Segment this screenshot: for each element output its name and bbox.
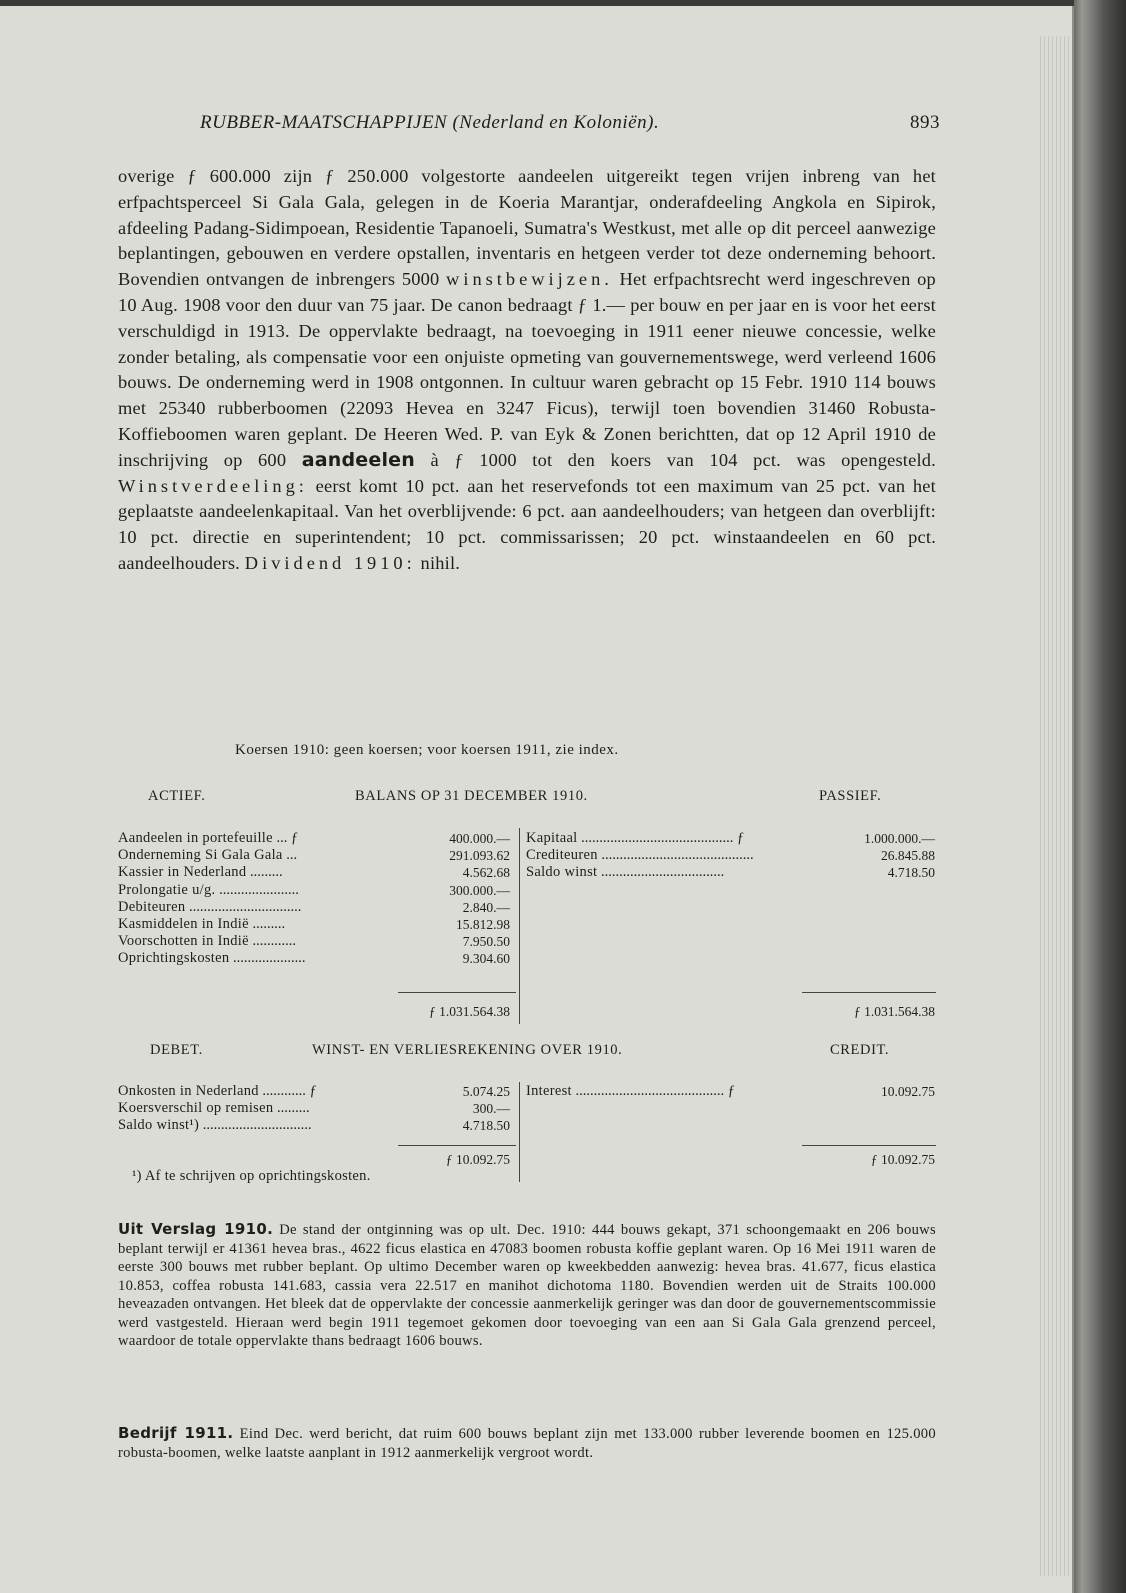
passief-row-amount: 26.845.88 (881, 848, 935, 864)
actief-header: ACTIEF. (148, 788, 206, 804)
actief-row-leader: ... (282, 847, 298, 864)
text-run: eerst komt 10 pct. aan het reservefonds tot een maximum van 25 pct. van het geplaatste aandeelenkapitaal. Van het overblijvende: 6 pct. aan aandeelhouders; van hetgeen dan overblijft: 10 pct. directie en superintendent; 10 pct. commissarissen; 20 pct. winstaandeelen en 60 pct. aandeelhouders. (118, 475, 936, 573)
actief-row-label: Prolongatie u/g. (118, 881, 216, 898)
running-title: RUBBER-MAATSCHAPPIJEN (Nederland en Koloniën). (200, 112, 660, 133)
credit-row-leader: ......................................... ƒ (571, 1083, 736, 1099)
debet-row-amount: 4.718.50 (462, 1118, 510, 1134)
spaced-text: winstbewijzen. (446, 269, 613, 290)
winst-title: WINST- EN VERLIESREKENING OVER 1910. (312, 1042, 623, 1058)
passief-row (526, 847, 754, 864)
bedrijf-lead: Bedrijf 1911. (118, 1424, 234, 1442)
passief-row (526, 830, 744, 847)
bedrijf-paragraph (118, 1424, 936, 1462)
debet-total: ƒ 10.092.75 (445, 1152, 510, 1167)
passief-row (526, 864, 724, 881)
actief-row-amount: 2.840.— (462, 899, 510, 915)
balans-title: BALANS OP 31 DECEMBER 1910. (355, 788, 588, 804)
actief-row-leader: ............................... (185, 898, 302, 915)
actief-row (118, 916, 285, 933)
actief-row-amount: 400.000.— (449, 831, 510, 846)
text-run: à ƒ 1000 tot den koers van 104 pct. was opengesteld. (430, 449, 936, 470)
passief-total: ƒ 1.031.564.38 (854, 1004, 935, 1019)
verslag-lead: Uit Verslag 1910. (118, 1220, 274, 1238)
debet-row-label: Koersverschil op remisen (118, 1100, 274, 1117)
passief-total-rule (802, 992, 936, 993)
actief-row-leader: ... ƒ (272, 830, 299, 846)
actief-row-label: Onderneming Si Gala Gala (118, 847, 283, 864)
actief-row-amount: 9.304.60 (462, 951, 510, 967)
passief-row-label: Saldo winst (526, 864, 598, 881)
text-run: overige ƒ 600.000 zijn ƒ 250.000 volgestorte aandeelen uitgereikt tegen vrijen inbreng van het erfpachtsperceel Si Gala Gala, gelegen in de Koeria Marantjar, onderafdeeling Angkola en Sipirok, afdeeling Padang-Sidimpoean, Residentie Tapanoeli, Sumatra's Westkust, met alle op dit perceel aanwezige beplantingen, gebouwen en verdere opstallen, inventaris en hetgeen verder tot deze onderneming behoort. Bovendien ontvangen de inbrengers 5000 (118, 166, 936, 290)
credit-total: ƒ 10.092.75 (870, 1152, 935, 1167)
running-header (200, 112, 940, 134)
debet-row-leader: ......... (273, 1100, 310, 1117)
actief-row-label: Debiteuren (118, 898, 186, 915)
actief-row (118, 933, 296, 950)
actief-row-amount: 15.812.98 (456, 917, 510, 932)
actief-row-leader: ......... (246, 864, 283, 881)
debet-row-leader: ............ ƒ (258, 1083, 317, 1099)
debet-row (118, 1100, 310, 1117)
credit-header: CREDIT. (830, 1042, 890, 1058)
spaced-text: Dividend 1910: (244, 552, 416, 573)
balans-divider (519, 828, 520, 1024)
actief-row-label: Kasmiddelen in Indië (118, 916, 249, 932)
bedrijf-text: Eind Dec. werd bericht, dat ruim 600 bouws beplant zijn met 133.000 rubber leverende boomen en 125.000 robusta-boomen, welke laatste aanplant in 1912 aanmerkelijk vergroot wordt. (118, 1426, 936, 1461)
actief-row-label: Oprichtingskosten (118, 950, 230, 967)
page-edge-lines (1040, 36, 1070, 1576)
text-run: Het erfpachtsrecht werd ingeschreven op 10 Aug. 1908 voor den duur van 75 jaar. De canon bedraagt ƒ 1.— per bouw en per jaar en is voor het eerst verschuldigd in 1913. De oppervlakte bedraagt, na toevoeging in 1911 eener nieuwe concessie, welke zonder betaling, als compensatie voor een onjuiste opmeting van gouvernementswege, werd verleend 1606 bouws. De onderneming werd in 1908 ontgonnen. In cultuur waren gebracht op 15 Febr. 1910 114 bouws met 25340 rubberboomen (22093 Hevea en 3247 Ficus), terwijl toen bovendien 31460 Robusta-Koffieboomen waren geplant. De Heeren Wed. P. van Eyk & Zonen berichtten, dat op 12 April 1910 de inschrijving op 600 (118, 269, 936, 470)
passief-row-leader: .......................................... (597, 847, 754, 864)
book-spine (1074, 0, 1126, 1593)
actief-row (118, 899, 301, 916)
spaced-text: Winstverdeeling: (118, 475, 308, 496)
actief-total: ƒ 1.031.564.38 (429, 1004, 510, 1019)
passief-header: PASSIEF. (819, 788, 882, 804)
text-run: nihil. (420, 552, 461, 573)
passief-row-label: Crediteuren (526, 847, 598, 864)
debet-row-leader: .............................. (199, 1117, 312, 1134)
debet-row-label: Onkosten in Nederland (118, 1083, 259, 1099)
page-number: 893 (910, 112, 940, 133)
verslag-text: De stand der ontginning was op ult. Dec. 1910: 444 bouws gekapt, 371 schoongemaakt en 206 bouws beplant terwijl er 41361 hevea bras., 4622 ficus elastica en 47083 boomen robusta koffie geplant waren. Op 16 Mei 1911 waren de eerste 300 bouws met rubber beplant. Op ultimo December waren op kweekbedden aanwezig: hevea bras. 41.677, ficus elastica 10.853, coffea robusta 141.683, cassia vera 22.517 en manihot dichotoma 1180. Bovendien werden uit de Straits 100.000 heveazaden ontvangen. Het bleek dat de oppervlakte der concessie aanmerkelijk geringer was dan door de gouvernementscommissie werd vastgesteld. Hieraan werd begin 1911 tegemoet gekomen door toevoeging van een aan Si Gala Gala grenzend perceel, waardoor de totale oppervlakte thans bedraagt 1606 bouws. (118, 1222, 936, 1349)
actief-row (118, 950, 306, 967)
actief-row-leader: ......... (248, 916, 286, 932)
verslag-paragraph (118, 1220, 936, 1351)
passief-row-leader: .................................. (597, 864, 725, 881)
debet-row (118, 1117, 312, 1134)
actief-row-amount: 300.000.— (449, 882, 510, 898)
debet-row-label: Saldo winst¹) (118, 1117, 200, 1134)
actief-row-label: Kassier in Nederland (118, 864, 247, 881)
credit-row (526, 1083, 735, 1100)
actief-row-leader: ...................... (215, 881, 299, 898)
passief-row-label: Kapitaal (526, 830, 578, 846)
debet-row-amount: 5.074.25 (462, 1084, 510, 1099)
actief-row (118, 864, 283, 881)
passief-row-amount: 1.000.000.— (864, 831, 935, 846)
debet-header: DEBET. (150, 1042, 203, 1058)
bold-term: aandeelen (301, 448, 415, 471)
debet-total-rule (398, 1145, 516, 1146)
credit-row-amount: 10.092.75 (881, 1084, 935, 1099)
passief-row-leader: .......................................... ƒ (577, 830, 745, 846)
actief-row-label: Voorschotten in Indië (118, 933, 249, 950)
actief-row-label: Aandeelen in portefeuille (118, 830, 273, 846)
actief-row-leader: ............ (248, 933, 296, 950)
actief-row (118, 882, 299, 899)
koersen-line: Koersen 1910: geen koersen; voor koersen 1911, zie index. (235, 742, 619, 758)
debet-row-amount: 300.— (472, 1101, 510, 1117)
actief-total-rule (398, 992, 516, 993)
credit-row-label: Interest (526, 1083, 572, 1099)
actief-row (118, 830, 298, 847)
actief-row-amount: 7.950.50 (462, 934, 510, 950)
actief-row-amount: 4.562.68 (462, 865, 510, 881)
actief-row-leader: .................... (229, 950, 306, 967)
credit-total-rule (802, 1145, 936, 1146)
main-paragraph (118, 164, 936, 577)
passief-row-amount: 4.718.50 (887, 865, 935, 881)
debet-row (118, 1083, 317, 1100)
footnote: ¹) Af te schrijven op oprichtingskosten. (132, 1168, 371, 1184)
winst-divider (519, 1082, 520, 1182)
actief-row (118, 847, 297, 864)
book-page (0, 6, 1074, 1593)
actief-row-amount: 291.093.62 (449, 848, 510, 864)
